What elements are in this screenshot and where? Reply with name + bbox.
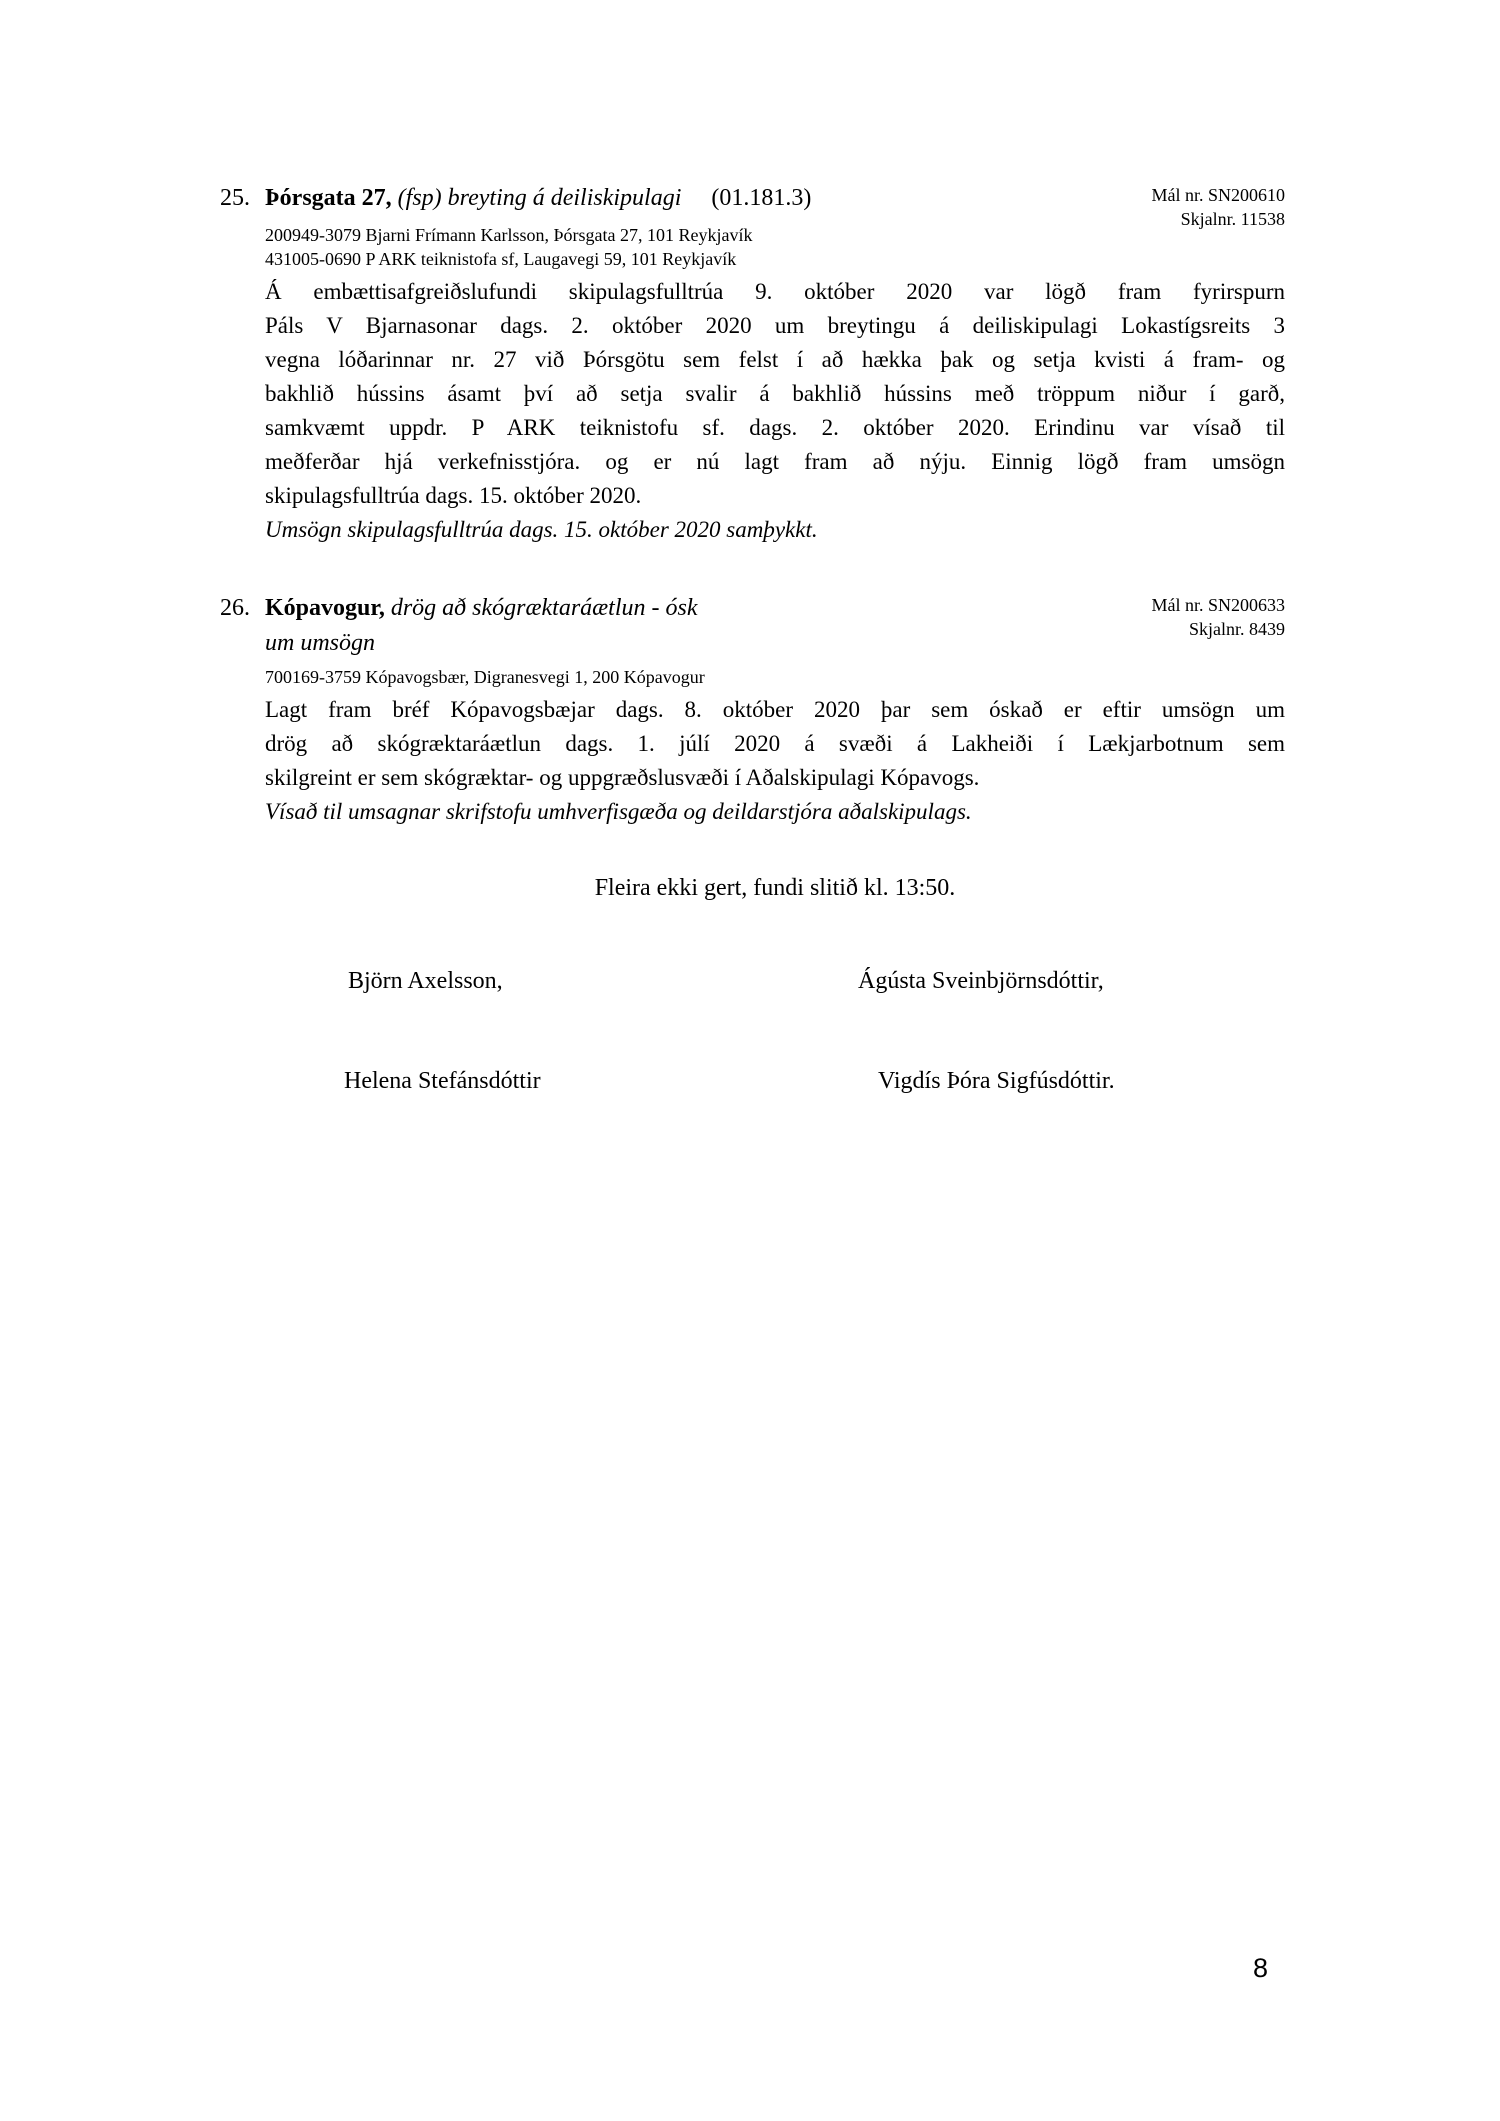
page-number: 8 xyxy=(1253,1953,1269,1983)
document-number: Skjalnr. 8439 xyxy=(1188,619,1285,639)
minute-paragraph-line: drög að skógræktaráætlun dags. 1. júlí 2020 á svæði á Lakheiði í Lækjarbotnum sem xyxy=(265,731,1285,756)
item-classification-code: (01.181.3) xyxy=(711,185,812,211)
party-list xyxy=(265,665,1285,689)
signature-name: Ágústa Sveinbjörnsdóttir, xyxy=(858,968,1104,994)
agenda-item-25 xyxy=(220,183,1285,547)
party-line: 700169-3759 Kópavogsbær, Digranesvegi 1, 200 Kópavogur xyxy=(265,667,705,687)
item-title-bold: Þórsgata 27, xyxy=(265,185,392,211)
item-references xyxy=(1151,593,1285,641)
minute-paragraph-line: bakhlið hússins ásamt því að setja svalir á bakhlið hússins með tröppum niður í garð, xyxy=(265,381,1285,406)
signature-name: Björn Axelsson, xyxy=(348,968,503,994)
minute-paragraph-line: Lagt fram bréf Kópavogsbæjar dags. 8. október 2020 þar sem óskað er eftir umsögn um xyxy=(265,697,1285,722)
signature-name: Helena Stefánsdóttir xyxy=(344,1068,541,1094)
document-number: Skjalnr. 11538 xyxy=(1180,209,1285,229)
closing-statement: Fleira ekki gert, fundi slitið kl. 13:50. xyxy=(594,875,956,901)
item-title xyxy=(265,183,811,213)
minute-paragraph-line: vegna lóðarinnar nr. 27 við Þórsgötu sem felst í að hækka þak og setja kvisti á fram- og xyxy=(265,347,1285,372)
case-number: Mál nr. SN200610 xyxy=(1151,185,1285,205)
minute-paragraph-line: skipulagsfulltrúa dags. 15. október 2020. xyxy=(265,483,642,508)
signature-name: Vigdís Þóra Sigfúsdóttir. xyxy=(878,1068,1115,1094)
resolution-text: Umsögn skipulagsfulltrúa dags. 15. október 2020 samþykkt. xyxy=(265,517,818,542)
minute-paragraph-line: skilgreint er sem skógræktar- og uppgræðslusvæði í Aðalskipulagi Kópavogs. xyxy=(265,765,980,790)
item-number: 26. xyxy=(220,595,250,621)
party-line: 200949-3079 Bjarni Frímann Karlsson, Þórsgata 27, 101 Reykjavík xyxy=(265,225,753,245)
item-title xyxy=(265,593,697,655)
item-header xyxy=(220,183,1285,229)
resolution-text: Vísað til umsagnar skrifstofu umhverfisgæða og deildarstjóra aðalskipulags. xyxy=(265,799,972,824)
minute-paragraph xyxy=(265,693,1285,795)
minute-paragraph-line: Páls V Bjarnasonar dags. 2. október 2020 um breytingu á deiliskipulagi Lokastígsreits 3 xyxy=(265,313,1285,338)
minute-paragraph-line: samkvæmt uppdr. P ARK teiknistofu sf. dags. 2. október 2020. Erindinu var vísað til xyxy=(265,415,1285,440)
item-title-italic-line2: um umsögn xyxy=(265,630,376,656)
item-title-bold: Kópavogur, xyxy=(265,595,385,621)
case-number: Mál nr. SN200633 xyxy=(1151,595,1285,615)
agenda-item-26 xyxy=(220,593,1285,829)
party-line: 431005-0690 P ARK teiknistofa sf, Laugavegi 59, 101 Reykjavík xyxy=(265,249,737,269)
minute-paragraph-line: Á embættisafgreiðslufundi skipulagsfulltrúa 9. október 2020 var lögð fram fyrirspurn xyxy=(265,279,1285,304)
item-header xyxy=(220,593,1285,655)
party-list xyxy=(265,223,1285,271)
minute-paragraph-line: meðferðar hjá verkefnisstjóra. og er nú lagt fram að nýju. Einnig lögð fram umsögn xyxy=(265,449,1285,474)
item-title-italic: (fsp) breyting á deiliskipulagi xyxy=(391,185,682,211)
item-number: 25. xyxy=(220,185,250,211)
item-title-italic: drög að skógræktaráætlun - ósk xyxy=(384,595,698,621)
minute-paragraph xyxy=(265,275,1285,513)
item-references xyxy=(1151,183,1285,231)
